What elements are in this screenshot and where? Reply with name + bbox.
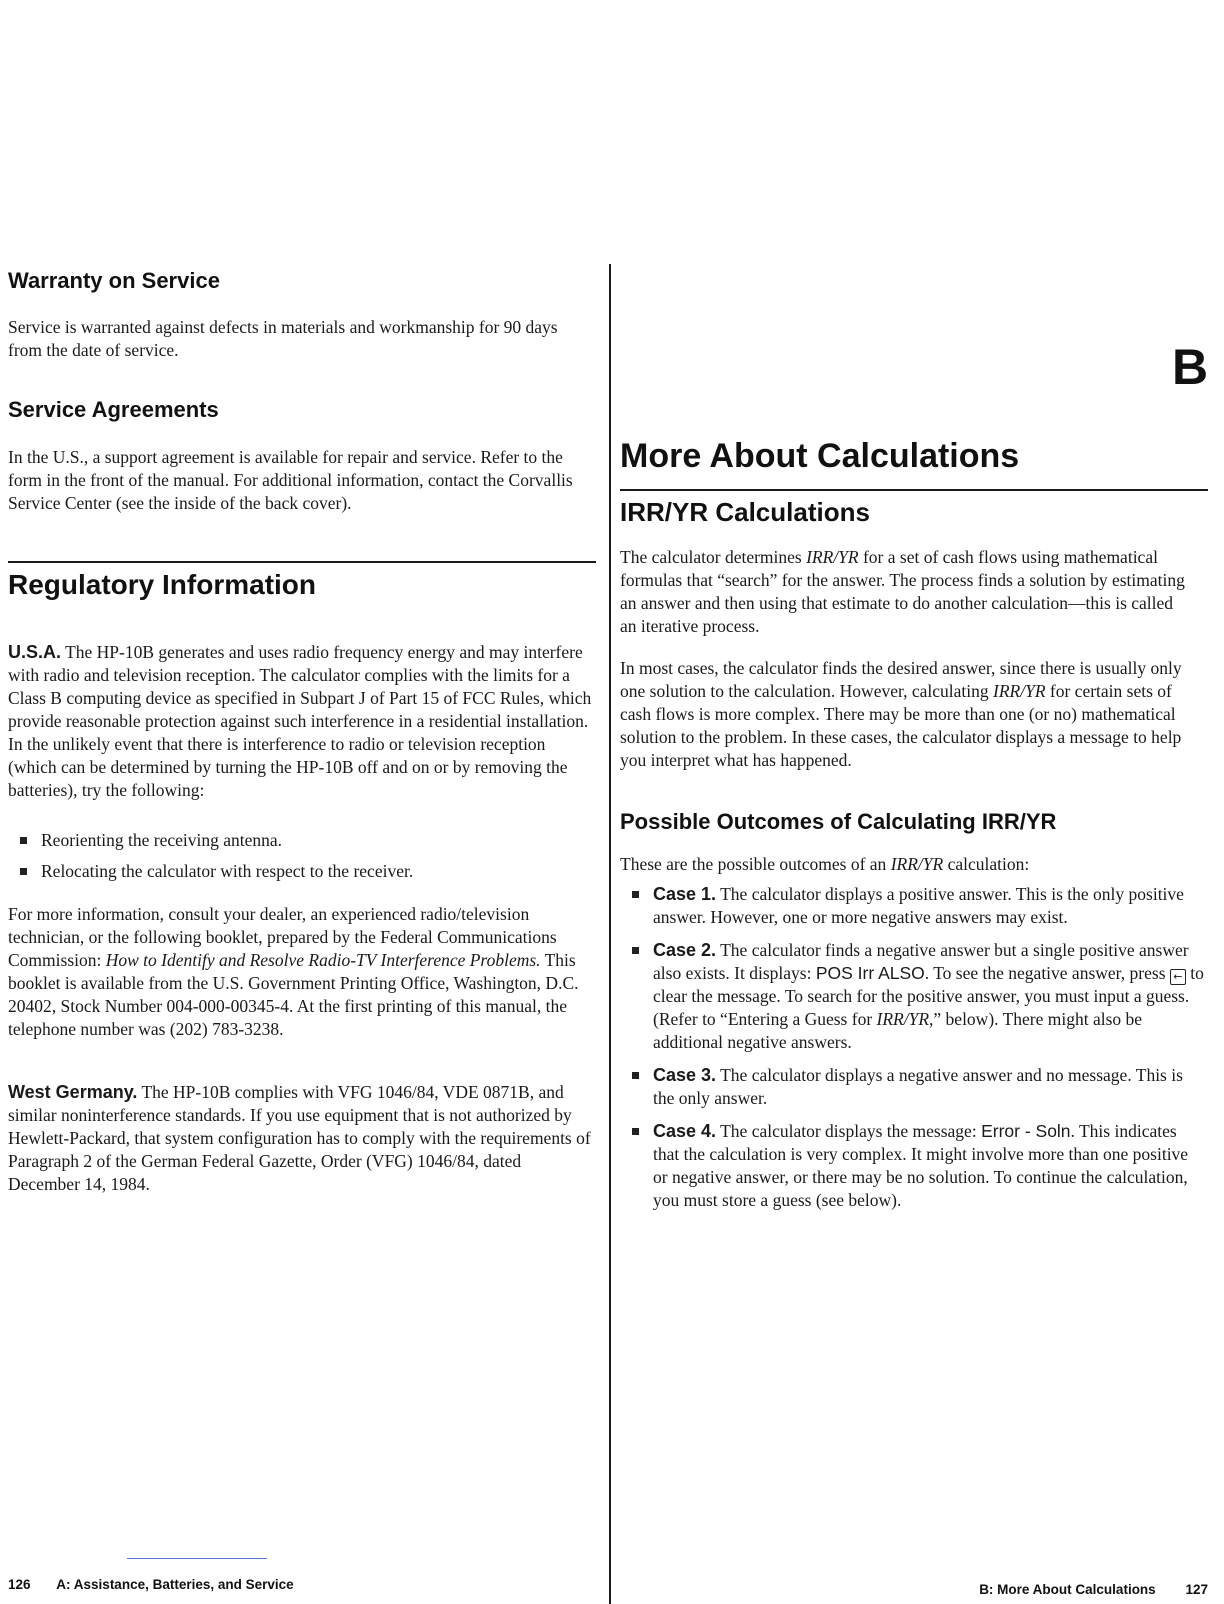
display-message: Error - Soln — [981, 1121, 1071, 1141]
footer-title: A: Assistance, Batteries, and Service — [56, 1577, 294, 1592]
irr-term: IRR/YR — [890, 854, 944, 874]
list-item-case-4: Case 4. The calculator displays the message: Error - Soln. This indicates that the calculation is very complex. It might involve more than one positive or negative answer, or there may be no solution. To continue the calculation, you must store a guess (see below). — [620, 1120, 1206, 1212]
bullet-icon — [632, 891, 639, 898]
chapter-title: More About Calculations — [620, 437, 1020, 475]
irr-heading: IRR/YR Calculations — [620, 497, 870, 527]
booklet-title: How to Identify and Resolve Radio-TV Interference Problems. — [105, 950, 541, 970]
irr-term: IRR/YR — [876, 1009, 930, 1029]
backspace-key-icon: ← — [1170, 969, 1186, 985]
info-paragraph — [8, 903, 583, 1041]
usa-text: The HP-10B generates and uses radio frequency energy and may interfere with radio and television reception. The calculator complies with the limits for a Class B computing device as specified in Subpart J of Part 15 of FCC Rules, which provide reasonable protection against such interference in a residential installation. In the unlikely event that there is interference to radio or television reception (which can be determined by turning the HP-10B off and on or by removing the batteries), try the following: — [8, 642, 592, 800]
germany-text: The HP-10B complies with VFG 1046/84, VDE 0871B, and similar noninterference standards. If you use equipment that is not authorized by Hewlett-Packard, that system configuration has to comply with the requirements of Paragraph 2 of the German Federal Gazette, Order (VFG) 1046/84, dated December 14, 1984. — [8, 1082, 591, 1194]
info-text-2: This booklet is available from the U.S. Government Printing Office, Washington, D.C. 20402, Stock Number 004-000-00345-4. At the first printing of this manual, the telephone number was (202) 783-3238. — [8, 950, 579, 1039]
outcomes-list — [620, 883, 1206, 1212]
appendix-letter: B — [1172, 339, 1209, 395]
list-item-case-1: Case 1. The calculator displays a positive answer. This is the only positive answer. However, one or more negative answers may exist. — [620, 883, 1206, 929]
warranty-heading: Warranty on Service — [8, 268, 220, 293]
outcomes-heading: Possible Outcomes of Calculating IRR/YR — [620, 809, 1057, 834]
scan-artifact-line — [127, 1558, 267, 1559]
list-item: Relocating the calculator with respect to the receiver. — [8, 860, 596, 883]
bullet-icon — [632, 1072, 639, 1079]
germany-lead: West Germany. — [8, 1082, 138, 1102]
regulatory-heading: Regulatory Information — [8, 569, 317, 600]
irr-paragraph-1: The calculator determines IRR/YR for a set of cash flows using mathematical formulas that “search” for the answer. The process finds a solution by estimating an answer and then using that estimate to do another calculation—this is called an iterative process. — [620, 547, 1185, 636]
page-gutter-divider — [609, 264, 611, 1604]
irr-term: IRR/YR — [993, 681, 1046, 701]
irr-term: IRR/YR — [806, 547, 859, 567]
outcomes-intro: These are the possible outcomes of an IRR/YR calculation: — [620, 854, 1030, 874]
footer-title: B: More About Calculations — [979, 1582, 1156, 1597]
service-agreements-heading: Service Agreements — [8, 397, 219, 422]
page-number: 127 — [1185, 1582, 1208, 1597]
info-text-1: For more information, consult your dealer, an experienced radio/television technician, or the following booklet, prepared by the Federal Communications Commission: — [8, 904, 557, 970]
warranty-text: Service is warranted against defects in materials and workmanship for 90 days from the date of service. — [8, 317, 558, 360]
section-rule — [8, 561, 596, 563]
bullet-icon — [632, 1128, 639, 1135]
usa-paragraph — [8, 641, 596, 802]
usa-lead: U.S.A. — [8, 642, 62, 662]
interference-remedies-list — [8, 829, 596, 883]
chapter-rule — [620, 489, 1208, 491]
page-number: 126 — [8, 1577, 31, 1592]
right-footer — [979, 1582, 1208, 1597]
irr-paragraph-2: In most cases, the calculator finds the desired answer, since there is usually only one solution to the calculation. However, calculating IRR/YR for certain sets of cash flows is more complex. There may be more than one (or no) mathematical solution to the problem. In these cases, the calculator displays a message to help you interpret what has happened. — [620, 658, 1182, 770]
list-item-case-2: Case 2. The calculator finds a negative answer but a single positive answer also exists. It displays: POS Irr ALSO. To see the negative answer, press ← to clear the message. To search for the positive answer, you must input a guess. (Refer to “Entering a Guess for IRR/YR,” below). There might also be additional negative answers. — [620, 939, 1206, 1054]
bullet-icon — [20, 868, 27, 875]
list-item: Reorienting the receiving antenna. — [8, 829, 596, 852]
service-agreements-text: In the U.S., a support agreement is available for repair and service. Refer to the form in the front of the manual. For additional information, contact the Corvallis Service Center (see the inside of the back cover). — [8, 447, 573, 513]
germany-paragraph — [8, 1081, 596, 1196]
bullet-icon — [632, 947, 639, 954]
left-footer — [8, 1577, 294, 1592]
list-item-case-3: Case 3. The calculator displays a negative answer and no message. This is the only answer. — [620, 1064, 1206, 1110]
bullet-icon — [20, 837, 27, 844]
display-message: POS Irr ALSO — [815, 963, 925, 983]
